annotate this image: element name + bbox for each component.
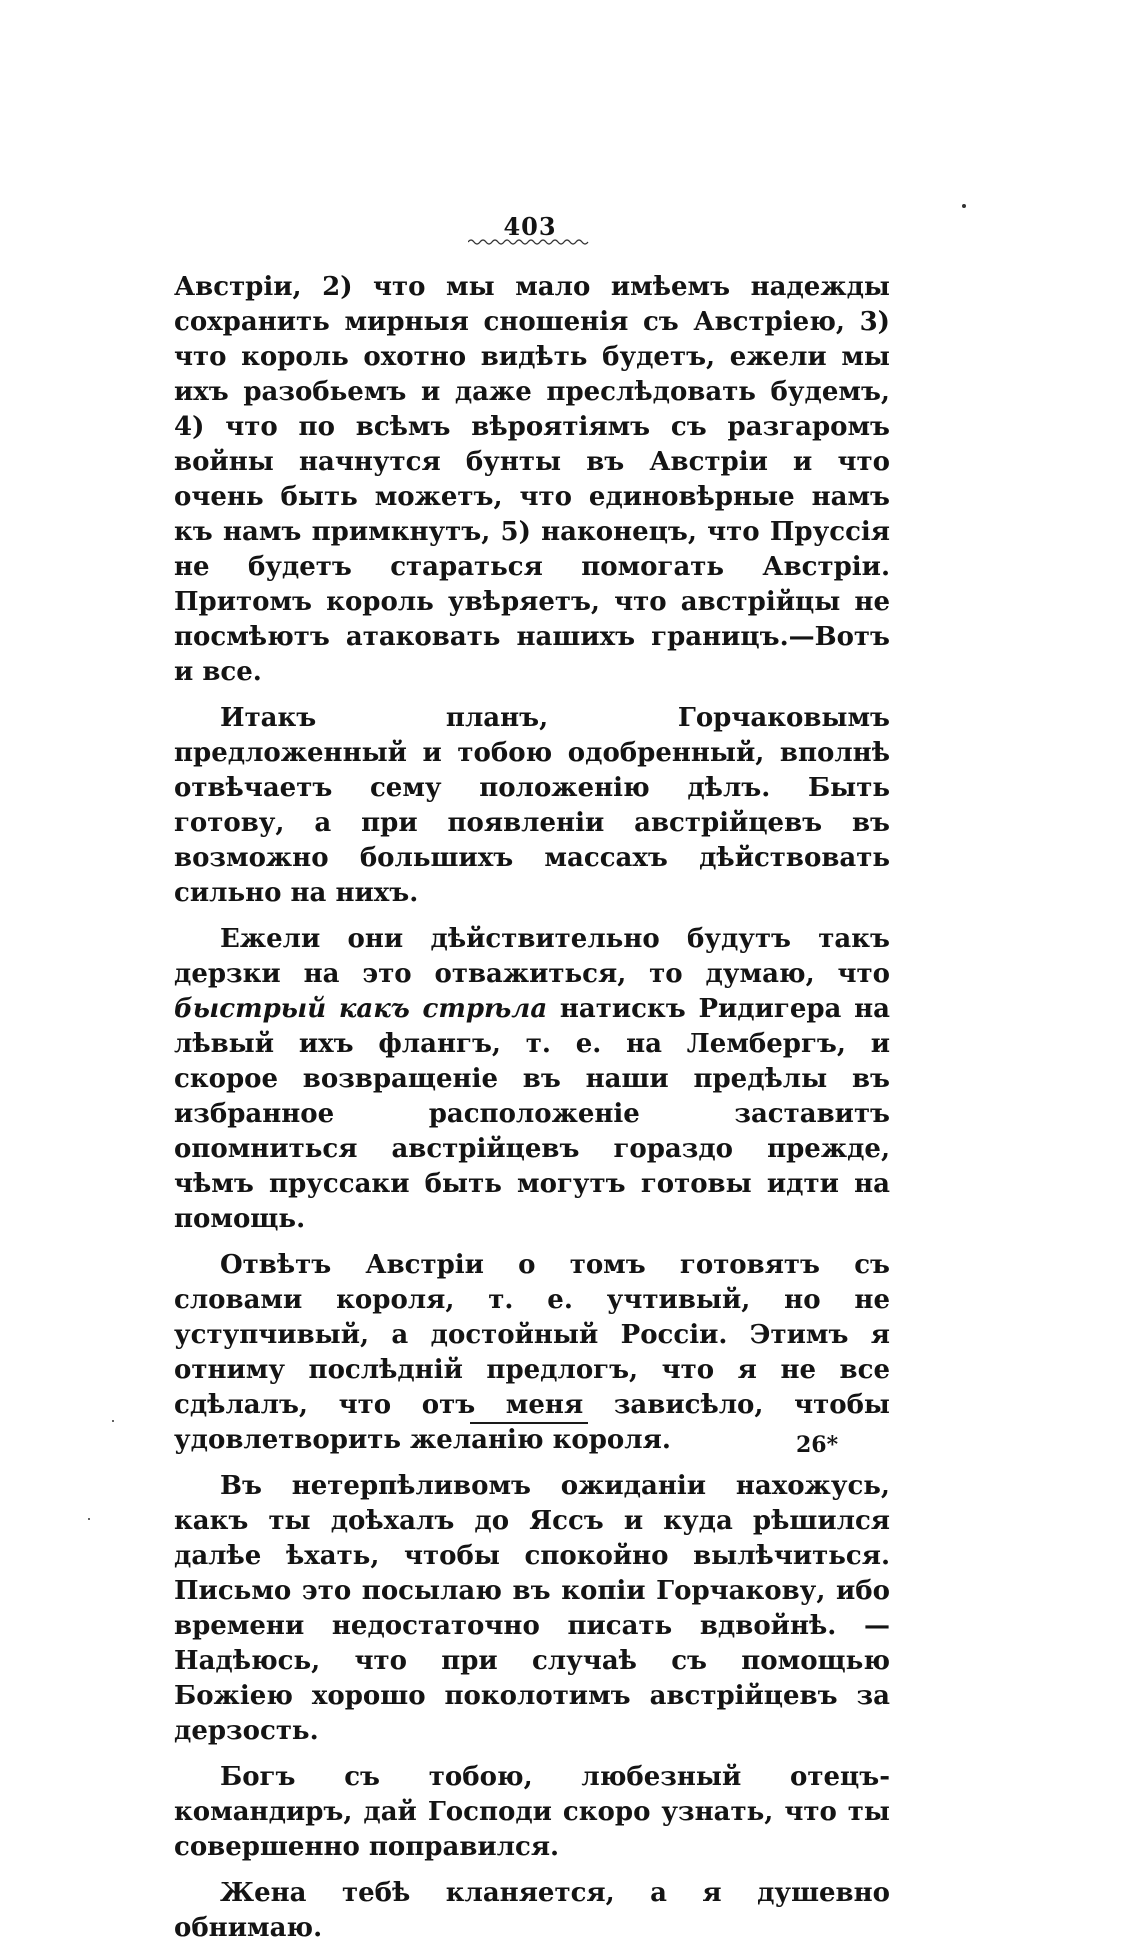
signature-mark: 26* bbox=[796, 1432, 839, 1458]
paragraph: Богъ съ тобою, любезный отецъ-командиръ, дай Господи скоро узнать, что ты совершенно поправился. bbox=[174, 1762, 890, 1862]
paragraph: Австріи, 2) что мы мало имѣемъ надежды сохранить мирныя сношенія съ Австріею, 3) что король охотно видѣть будетъ, ежели мы ихъ разобьемъ и даже преслѣдовать будемъ, 4) что по всѣмъ вѣроятіямъ съ разгаромъ войны начнутся бунты въ Австріи и что очень быть можетъ, что единовѣрные намъ къ намъ примкнутъ, 5) наконецъ, что Пруссія не будетъ стараться помогать Австріи. Притомъ король увѣряетъ, что австрійцы не посмѣютъ атаковать нашихъ границъ.—Вотъ и все. bbox=[174, 272, 890, 687]
paragraph: Жена тебѣ кланяется, а я душевно обнимаю. bbox=[174, 1878, 890, 1943]
print-speck bbox=[112, 1420, 114, 1422]
end-rule bbox=[470, 1422, 588, 1424]
paragraph: Итакъ планъ, Горчаковымъ предложенный и тобою одобренный, вполнѣ отвѣчаетъ сему положенію дѣлъ. Быть готову, а при появленіи австрійцевъ въ возможно большихъ массахъ дѣйствовать сильно на нихъ. bbox=[174, 703, 890, 908]
paragraph-text: натискъ Ридигера на лѣвый ихъ флангъ, т. е. на Лембергъ, и скорое возвращеніе въ наши предѣлы въ избранное расположеніе заставитъ опомниться австрійцевъ гораздо прежде, чѣмъ пруссаки быть могутъ готовы идти на помощь. bbox=[174, 994, 890, 1234]
print-speck bbox=[88, 1518, 90, 1520]
print-speck bbox=[962, 204, 966, 208]
paragraph: Въ нетерпѣливомъ ожиданіи нахожусь, какъ ты доѣхалъ до Яссъ и куда рѣшился далѣе ѣхать, чтобы спокойно вылѣчиться. Письмо это посылаю въ копіи Горчакову, ибо времени недостаточно писать вдвойнѣ. — Надѣюсь, что при случаѣ съ помощью Божіею хорошо поколотимъ австрійцевъ за дерзость. bbox=[174, 1471, 890, 1746]
wavy-ornament bbox=[468, 238, 592, 246]
italic-phrase: быстрый какъ стрѣла bbox=[174, 994, 548, 1024]
paragraph: Отвѣтъ Австріи о томъ готовятъ съ словами короля, т. е. учтивый, но не уступчивый, а достойный Россіи. Этимъ я отниму послѣдній предлогъ, что я не все сдѣлалъ, что отъ меня зависѣло, чтобы удовлетворить желанію короля. bbox=[174, 1250, 890, 1455]
main-text bbox=[174, 270, 890, 1946]
paragraph-text: Ежели они дѣйствительно будутъ такъ дерзки на это отважиться, то думаю, что bbox=[174, 924, 890, 989]
paragraph bbox=[174, 922, 890, 1237]
page-number: 403 bbox=[503, 212, 557, 241]
